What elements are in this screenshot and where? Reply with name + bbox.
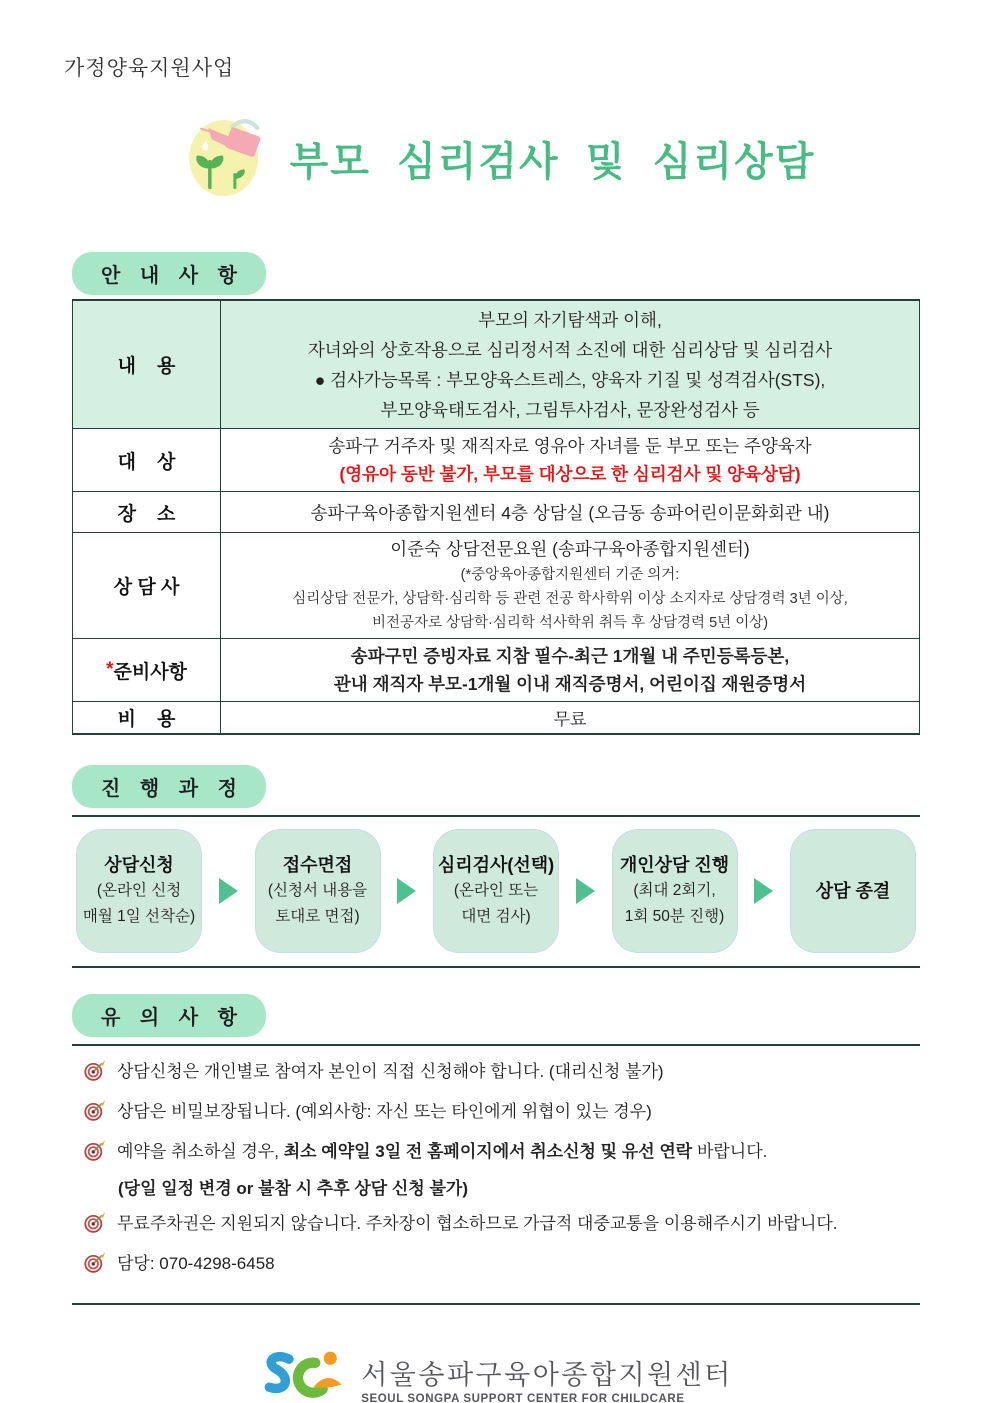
content-subline: (*중앙육아종합지원센터 기준 의거:: [460, 567, 680, 583]
arrow-right-icon: [219, 878, 238, 904]
note-item-contact: [74, 1251, 920, 1281]
org-name-korean: 서울송파구육아종합지원센터: [361, 1359, 733, 1390]
flow-step-counseling: [612, 829, 738, 953]
content-line-warning: (영유아 동반 불가, 부모를 대상으로 한 심리검사 및 양육상담): [339, 464, 801, 484]
step-title: 상담 종결: [815, 881, 891, 901]
content-line: ● 검사가능목록 : 부모양육스트레스, 양육자 기질 및 성격검사(STS),: [314, 369, 826, 390]
divider-line: [72, 1303, 920, 1305]
process-flow: [72, 817, 920, 966]
step-sub: (온라인 신청: [96, 882, 182, 899]
step-sub: 1회 50분 진행): [624, 908, 725, 925]
note-text-pre: 예약을 취소하실 경우,: [117, 1142, 284, 1161]
row-value: [221, 492, 919, 532]
row-label: 비 용: [73, 702, 221, 733]
content-subline: 심리상담 전문가, 상담학·심리학 등 관련 전공 학사학위 이상 소지자로 상담경력 3년 이상,: [292, 591, 848, 607]
step-title: 심리검사(선택): [437, 855, 555, 875]
row-value: [221, 533, 919, 638]
dart-target-icon: [84, 1252, 106, 1281]
note-text-post: 바랍니다.: [692, 1142, 768, 1161]
row-label: 대 상: [73, 429, 221, 491]
org-name-block: [361, 1353, 733, 1403]
section-info: [72, 252, 920, 735]
row-label: 장 소: [73, 492, 221, 532]
content-line: 이준숙 상담전문요원 (송파구육아종합지원센터): [390, 539, 750, 559]
step-sub: (신청서 내용을: [267, 882, 368, 899]
watering-can-sprout-icon: [177, 108, 272, 208]
arrow-right-icon: [397, 878, 416, 904]
note-item: [74, 1139, 920, 1169]
note-text-emphasis: 최소 예약일 3일 전 홈페이지에서 취소신청 및 유선 연락: [283, 1142, 693, 1161]
row-value: [221, 301, 919, 428]
content-line: 관내 재직자 부모-1개월 이내 재직증명서, 어린이집 재원증명서: [333, 674, 807, 694]
title-row: [0, 108, 992, 208]
note-item-warning: [74, 1176, 920, 1201]
note-text: [117, 1139, 767, 1164]
table-row-target: [73, 429, 919, 492]
step-sub: 매월 1일 선착순): [82, 908, 196, 925]
content-line: 자녀와의 상호작용으로 심리정서적 소진에 대한 심리상담 및 심리검사: [307, 339, 833, 360]
program-label: 가정양육지원사업: [64, 57, 235, 80]
info-section-badge: 안 내 사 항: [72, 252, 266, 295]
flow-step-test: [433, 829, 559, 953]
row-value: [221, 429, 919, 491]
step-sub: (온라인 또는: [453, 882, 539, 899]
content-line: 송파구육아종합지원센터 4층 상담실 (오금동 송파어린이문화회관 내): [310, 502, 830, 523]
note-item: [74, 1099, 920, 1129]
row-label-text: 준비사항: [113, 661, 187, 683]
info-table: [72, 299, 920, 735]
table-row-place: [73, 492, 919, 533]
step-title: 접수면접: [282, 855, 353, 875]
note-text: 상담신청은 개인별로 참여자 본인이 직접 신청해야 합니다. (대리신청 불가): [117, 1062, 664, 1081]
org-name-english: SEOUL SONGPA SUPPORT CENTER FOR CHILDCARE: [361, 1392, 685, 1403]
process-section-badge: 진 행 과 정: [72, 765, 266, 808]
row-value: [221, 702, 919, 733]
dart-target-icon: [84, 1140, 106, 1169]
footer: [0, 1347, 992, 1403]
step-title: 상담신청: [104, 855, 174, 875]
table-row-fee: [73, 702, 919, 733]
step-sub: (최대 2회기,: [633, 882, 716, 899]
section-notes: [72, 994, 920, 1305]
step-sub: 토대로 면접): [275, 908, 360, 925]
dart-target-icon: [84, 1212, 106, 1241]
table-row-counselor: [73, 533, 919, 639]
content-line: 송파구 거주자 및 재직자로 영유아 자녀를 둔 부모 또는 주양육자: [328, 436, 812, 456]
note-text: 담당: 070-4298-6458: [117, 1254, 275, 1273]
row-label: 상 담 사: [73, 533, 221, 638]
divider-line: [72, 966, 920, 968]
step-sub: 대면 검사): [461, 908, 531, 925]
content-line: 부모의 자기탐색과 이해,: [478, 309, 662, 330]
org-logo-mark: [259, 1347, 349, 1403]
arrow-right-icon: [576, 878, 595, 904]
dart-target-icon: [84, 1100, 106, 1129]
content-line: 부모양육태도검사, 그림투사검사, 문장완성검사 등: [380, 399, 760, 420]
dart-target-icon: [84, 1060, 106, 1089]
required-asterisk: *: [106, 659, 114, 680]
section-process: [72, 765, 920, 968]
row-value: [221, 639, 919, 701]
table-row-preparation: [73, 639, 919, 702]
page-title: 부모 심리검사 및 심리상담: [289, 139, 816, 184]
note-text: (당일 일정 변경 or 불참 시 추후 상담 신청 불가): [118, 1179, 469, 1198]
content-subline: 비전공자로 상담학·심리학 석사학위 취득 후 상담경력 5년 이상): [371, 615, 769, 631]
note-text: 무료주차권은 지원되지 않습니다. 주차장이 협소하므로 가급적 대중교통을 이용해주시기 바랍니다.: [117, 1214, 838, 1233]
notes-section-badge: 유 의 사 항: [72, 994, 266, 1037]
table-row-content: [73, 301, 919, 429]
notes-list: [72, 1046, 920, 1303]
row-label: 내 용: [73, 301, 221, 428]
note-item: [74, 1211, 920, 1241]
note-item: [74, 1059, 920, 1089]
row-label: [73, 639, 221, 701]
arrow-right-icon: [754, 878, 773, 904]
flow-step-apply: [76, 829, 202, 953]
flow-step-end: [790, 829, 916, 953]
step-title: 개인상담 진행: [619, 855, 730, 875]
content-line: 무료: [553, 710, 587, 729]
flow-step-interview: [255, 829, 381, 953]
content-line: 송파구민 증빙자료 지참 필수-최근 1개월 내 주민등록등본,: [350, 646, 790, 666]
note-text: 상담은 비밀보장됩니다. (예외사항: 자신 또는 타인에게 위협이 있는 경우): [117, 1102, 652, 1121]
